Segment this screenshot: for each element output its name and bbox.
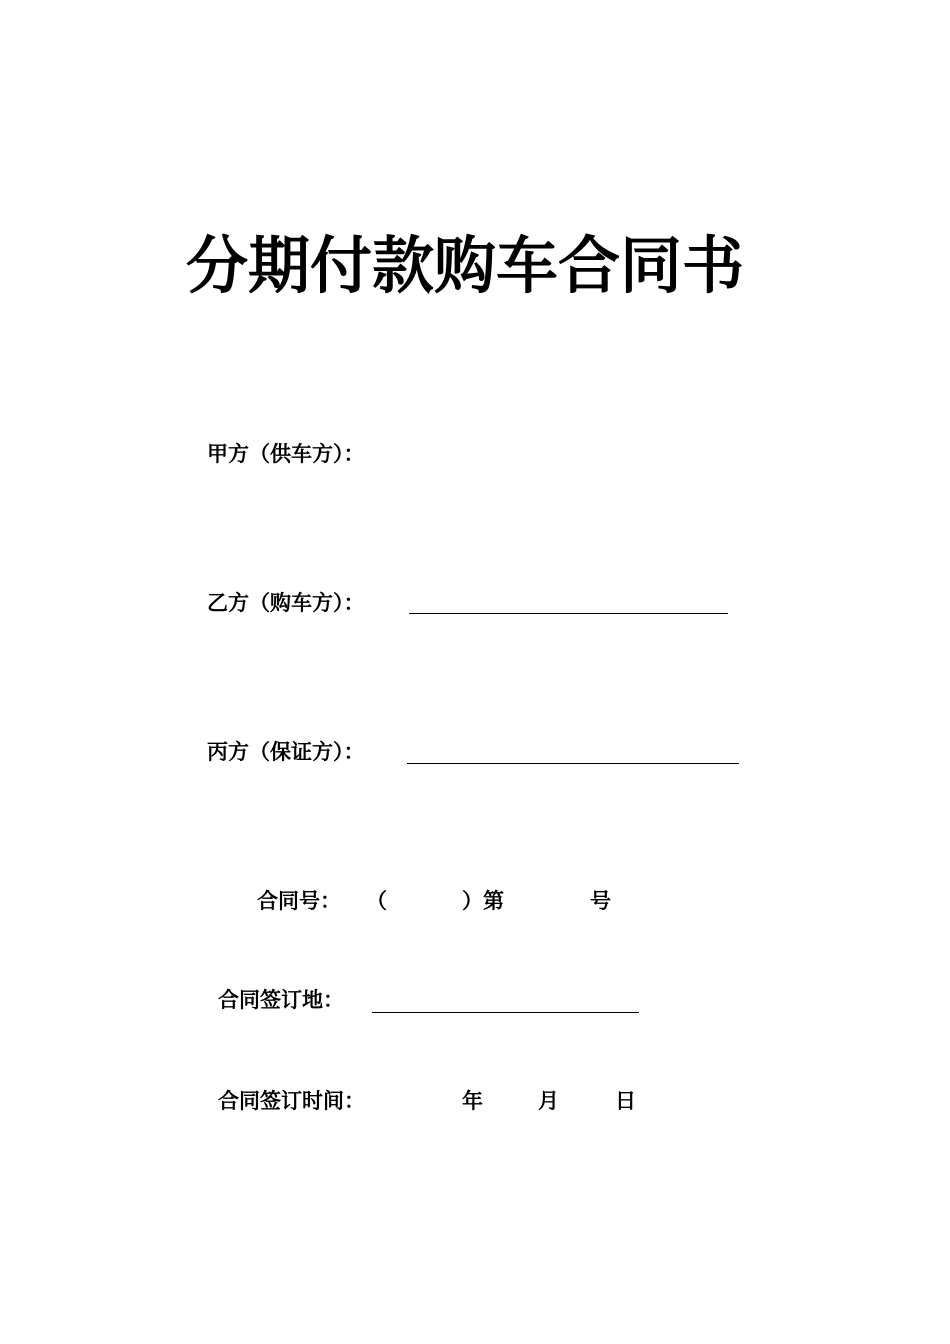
party-b-label: 乙方（购车方）：: [207, 591, 365, 615]
signing-place-blank-line: [372, 1012, 639, 1013]
signing-place-label: 合同签订地：: [218, 988, 344, 1012]
signing-time-label: 合同签订时间：: [218, 1089, 365, 1113]
day-label: 日: [615, 1089, 636, 1113]
year-label: 年: [462, 1089, 483, 1113]
party-a-label: 甲方（供车方）：: [207, 442, 365, 466]
contract-no-open-paren: （: [366, 889, 387, 913]
contract-no-label: 合同号：: [257, 889, 341, 913]
party-b-blank-line: [409, 613, 728, 614]
document-title: 分期付款购车合同书: [185, 229, 744, 302]
contract-no-hao: 号: [590, 889, 611, 913]
party-c-blank-line: [407, 763, 739, 764]
party-c-label: 丙方（保证方）：: [207, 740, 365, 764]
month-label: 月: [538, 1089, 559, 1113]
contract-no-close-paren-di: ）第: [462, 889, 504, 913]
